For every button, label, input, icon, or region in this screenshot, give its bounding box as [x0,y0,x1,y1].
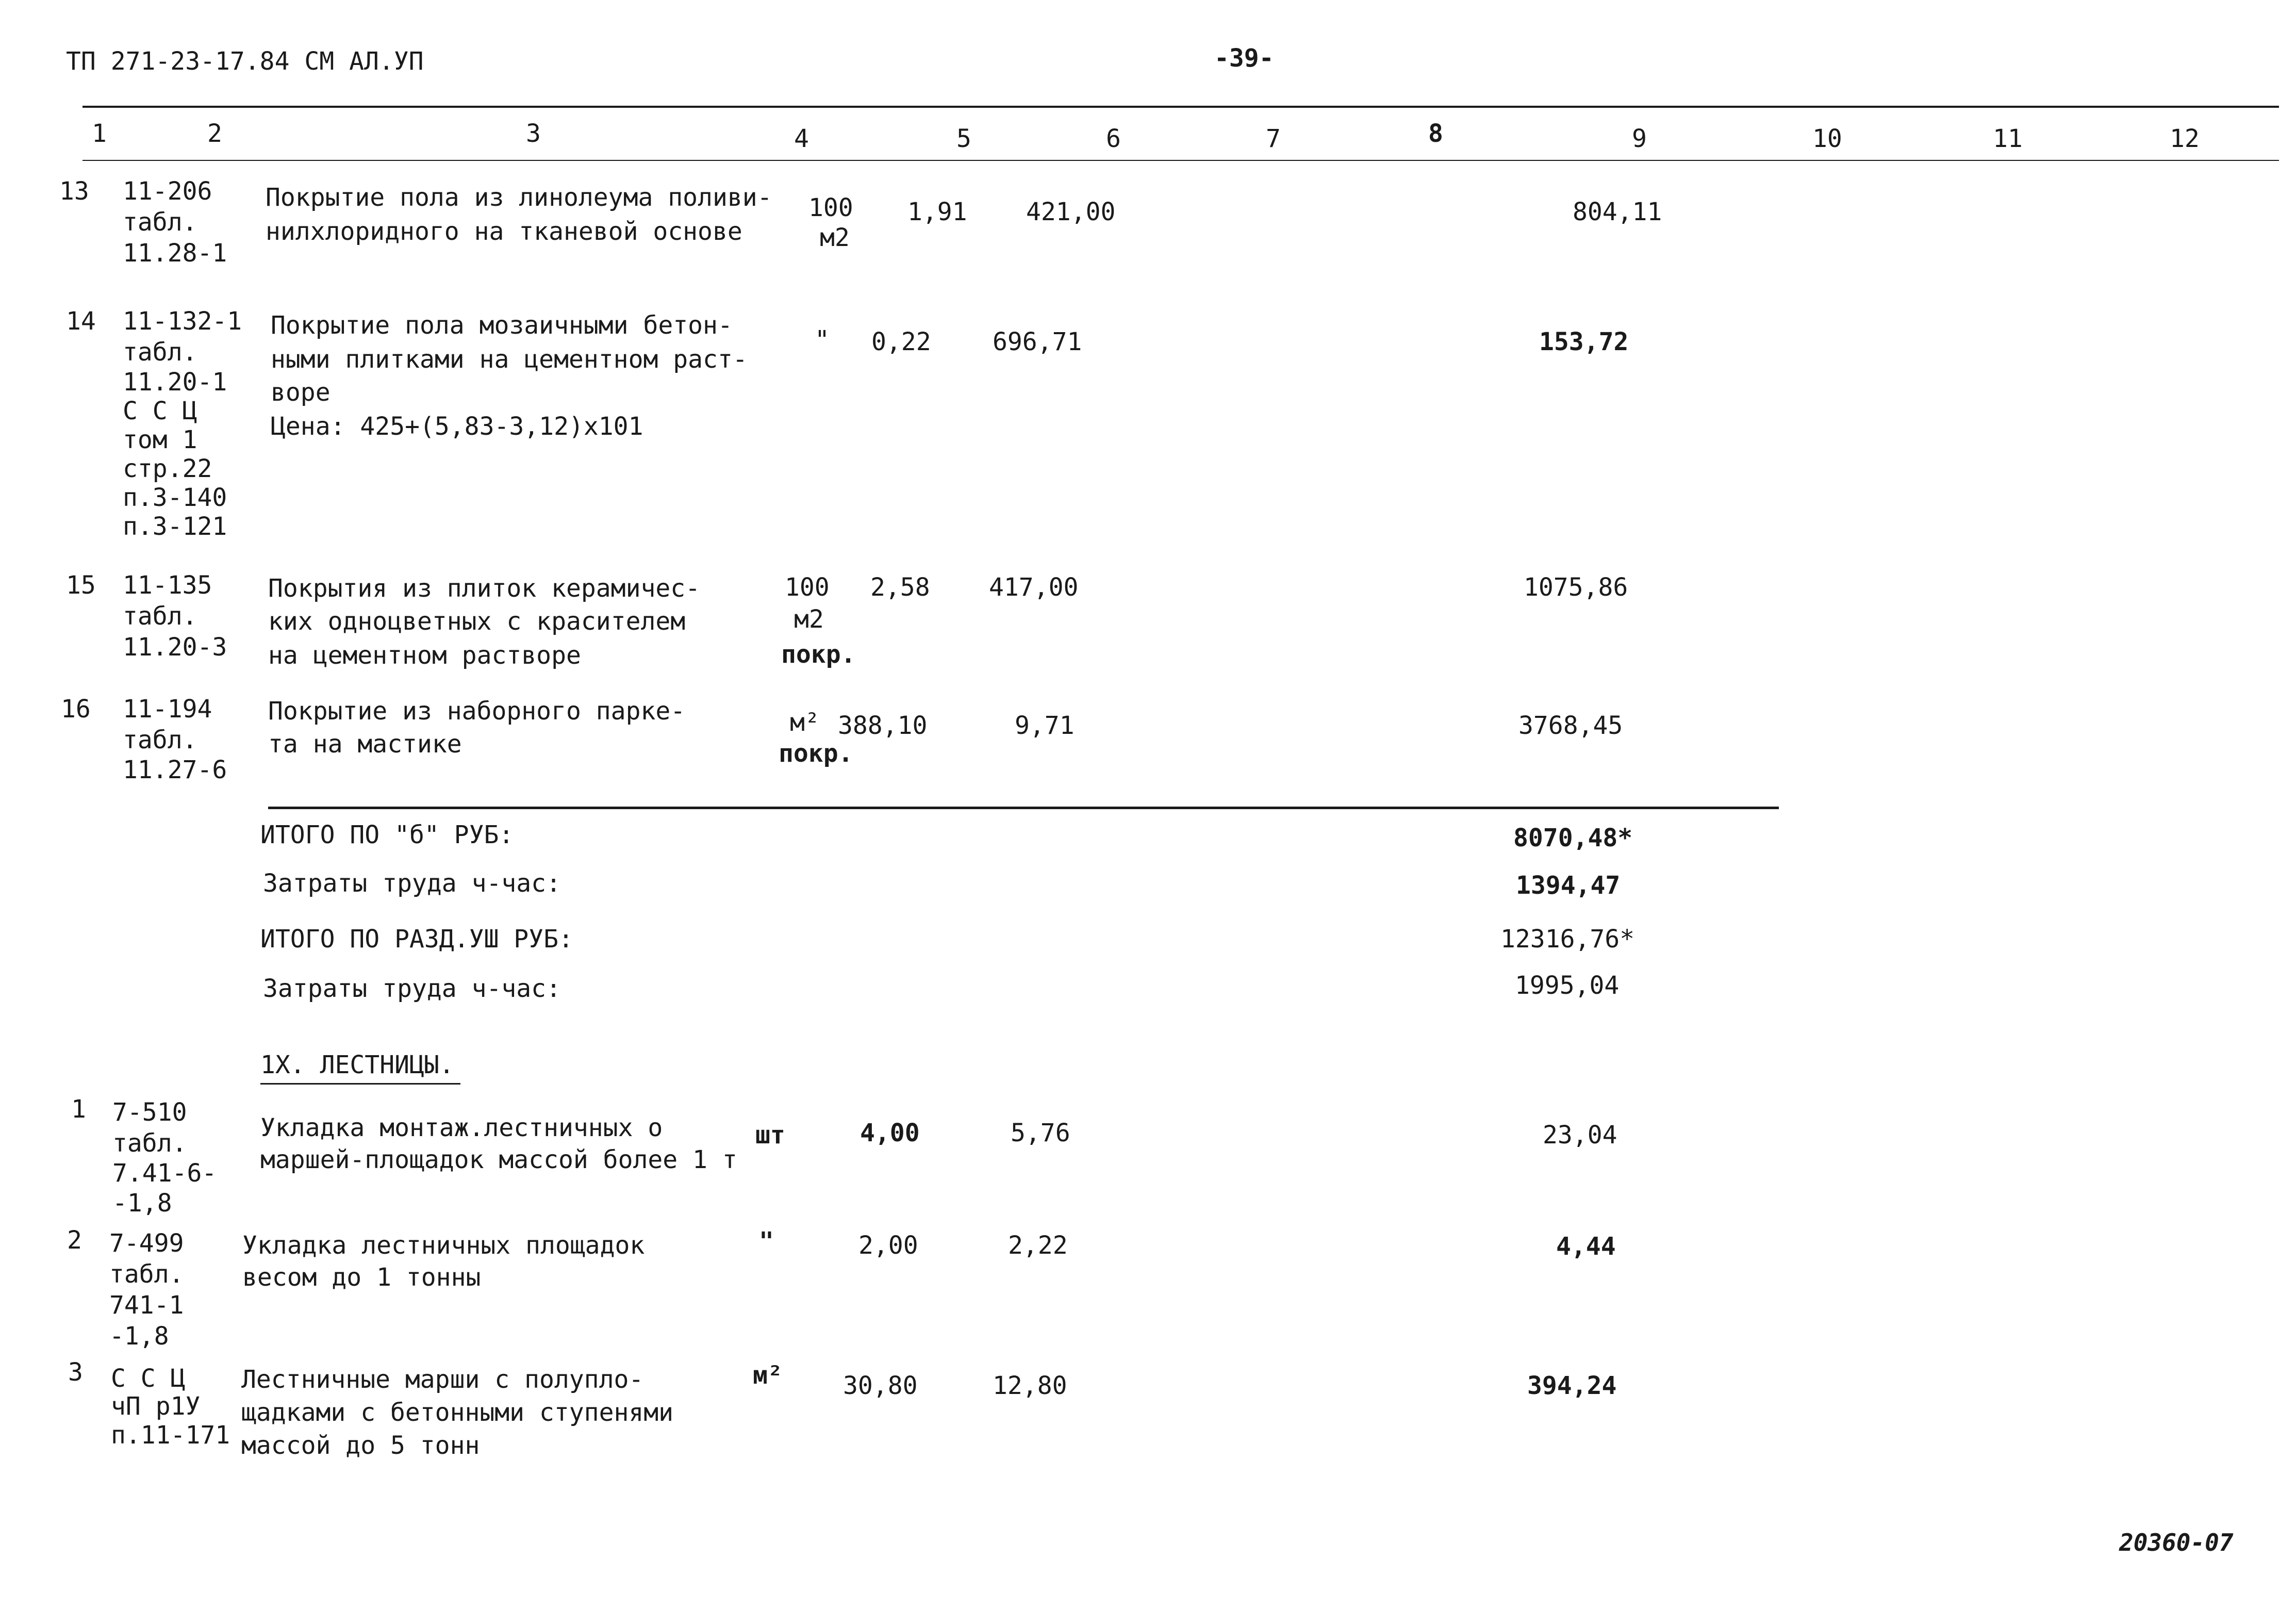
row-code: 11-194 [123,695,212,724]
row-price: 417,00 [989,573,1079,602]
row-code: табл. [123,208,197,237]
row-description: Покрытие пола мозаичными бетон- [271,311,733,340]
table-header-rule [82,160,2279,161]
row-description: та на мастике [268,730,462,759]
row-total: 3768,45 [1518,711,1623,740]
row-quantity: 30,80 [843,1371,918,1400]
row-unit: м² [753,1361,783,1390]
row-code: табл. [109,1260,184,1289]
row-description: маршей-площадок массой более 1 т [260,1145,737,1174]
summary-label: Затраты труда ч-час: [263,869,561,898]
row-code: -1,8 [112,1189,172,1218]
row-number: 1 [71,1095,86,1124]
row-price: 2,22 [1008,1231,1068,1260]
row-code: С С Ц [123,397,197,425]
row-code: -1,8 [109,1322,169,1351]
row-code: чП р1У [111,1392,201,1421]
row-code: 11.28-1 [123,239,227,268]
column-header-10: 10 [1812,124,1842,153]
row-quantity: 2,00 [858,1231,918,1260]
row-code: 7.41-6- [112,1159,217,1188]
row-total: 1075,86 [1524,573,1628,602]
row-unit: 100 [785,573,830,602]
column-header-2: 2 [207,119,222,148]
column-header-9: 9 [1632,124,1647,153]
row-price: 9,71 [1015,711,1075,740]
row-code: 11-132-1 [123,307,242,336]
row-code: п.3-121 [123,512,227,541]
row-description: щадками с бетонными ступенями [241,1398,674,1427]
row-description: весом до 1 тонны [242,1263,481,1292]
row-description: Укладка лестничных площадок [242,1231,645,1260]
summary-value: 1995,04 [1515,971,1620,1000]
footer-stamp: 20360-07 [2119,1529,2234,1556]
row-code: стр.22 [123,454,212,483]
row-unit: 100 [808,193,853,222]
row-description: Цена: 425+(5,83-3,12)х101 [271,412,643,441]
row-description: воре [271,378,331,407]
column-header-7: 7 [1266,124,1281,153]
row-number: 13 [59,177,89,206]
row-code: 7-510 [112,1098,187,1127]
row-code: 11.20-1 [123,368,227,397]
column-header-3: 3 [526,119,541,148]
row-unit: " [759,1227,774,1256]
row-description: ными плитками на цементном раст- [271,345,748,374]
row-total: 804,11 [1573,198,1662,226]
row-code: табл. [123,338,197,367]
row-code: С С Ц [111,1364,186,1393]
row-code: табл. [112,1129,187,1158]
column-header-6: 6 [1106,124,1121,153]
row-number: 2 [67,1226,82,1255]
summary-label: ИТОГО ПО РАЗД.УШ РУБ: [260,925,573,954]
row-total: 4,44 [1556,1232,1616,1261]
row-number: 16 [61,695,91,724]
row-code: 11.27-6 [123,756,227,784]
row-description: Лестничные марши с полупло- [241,1365,644,1394]
table-top-rule [82,106,2279,108]
column-header-4: 4 [794,124,809,153]
row-code: п.3-140 [123,483,227,512]
column-header-1: 1 [92,119,107,148]
row-code: 11.20-3 [123,633,227,662]
row-number: 3 [68,1358,83,1387]
row-number: 15 [66,571,96,600]
row-unit: покр. [779,739,853,768]
summary-value: 8070,48* [1513,824,1633,852]
row-unit: м2 [820,223,850,252]
row-unit: покр. [781,640,856,669]
column-header-11: 11 [1993,124,2023,153]
row-code: 11-135 [123,571,212,600]
row-code: п.11-171 [111,1421,230,1450]
row-total: 394,24 [1527,1371,1617,1400]
row-price: 5,76 [1011,1119,1070,1147]
row-code: табл. [123,602,197,631]
row-description: Укладка монтаж.лестничных о [260,1113,663,1142]
row-quantity: 1,91 [907,198,967,226]
row-price: 12,80 [993,1371,1067,1400]
summary-value: 1394,47 [1516,871,1621,900]
row-code: 11-206 [123,177,212,206]
row-quantity: 388,10 [838,711,928,740]
column-header-12: 12 [2170,124,2200,153]
row-price: 421,00 [1026,198,1116,226]
section-title-underline [260,1083,460,1085]
summary-label: ИТОГО ПО "б" РУБ: [260,821,514,849]
row-unit: м² [790,708,820,737]
column-header-5: 5 [956,124,971,153]
column-header-8: 8 [1428,119,1443,148]
row-code: 741-1 [109,1291,184,1320]
row-description: Покрытия из плиток керамичес- [268,574,701,603]
row-description: Покрытие из наборного парке- [268,697,686,726]
row-code: табл. [123,726,197,754]
row-quantity: 2,58 [870,573,930,602]
summary-rule [268,807,1779,809]
document-code: ТП 271-23-17.84 СМ АЛ.УП [66,47,424,76]
row-code: том 1 [123,425,197,454]
row-unit: " [815,325,830,354]
row-number: 14 [66,307,96,336]
row-description: массой до 5 тонн [241,1431,480,1460]
row-quantity: 4,00 [860,1119,920,1147]
row-unit: м2 [794,605,824,634]
row-unit: шт [755,1121,785,1150]
row-description: ких одноцветных с красителем [268,607,686,636]
row-price: 696,71 [993,327,1082,356]
page-number: -39- [1214,44,1274,73]
section-title: 1Х. ЛЕСТНИЦЫ. [260,1051,454,1079]
row-quantity: 0,22 [871,327,931,356]
row-description: Покрытие пола из линолеума поливи- [266,183,772,212]
summary-value: 12316,76* [1500,925,1635,954]
row-total: 23,04 [1543,1121,1617,1150]
row-description: нилхлоридного на тканевой основе [266,217,742,246]
row-code: 7-499 [109,1229,184,1258]
summary-label: Затраты труда ч-час: [263,974,561,1003]
row-total: 153,72 [1539,327,1629,356]
row-description: на цементном растворе [268,641,581,670]
